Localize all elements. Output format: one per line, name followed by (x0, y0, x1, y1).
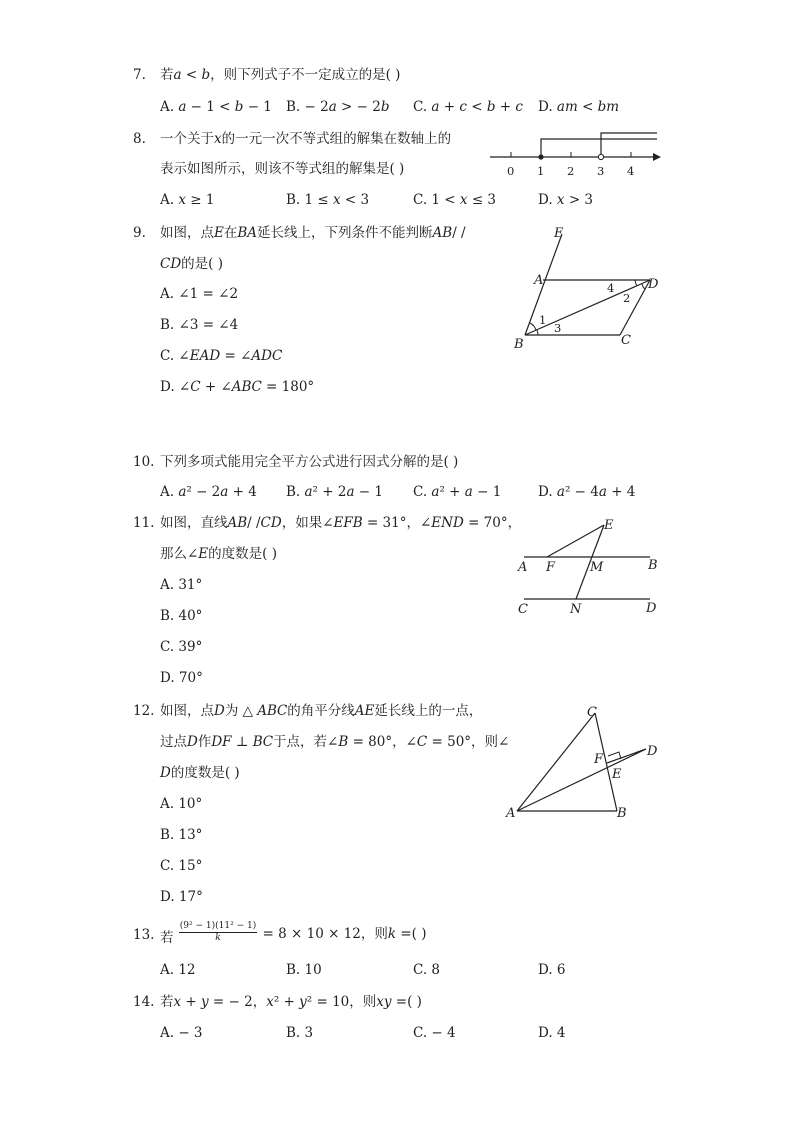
label-a: A (506, 806, 516, 821)
question-8-option-c: C. 1 < 𝑥 ≤ 3 (413, 192, 497, 208)
angle-label-3: 3 (554, 321, 562, 335)
number-line-label-3: 3 (597, 164, 605, 178)
question-13-option-a: A. 12 (160, 962, 196, 978)
number-line-label-1: 1 (537, 164, 545, 178)
question-9-stem-line-1: 如图，点𝐸在𝐵𝐴延长线上，下列条件不能判断𝐴𝐵/ / (160, 225, 466, 241)
question-10-option-d: D. 𝑎² − 4𝑎 + 4 (538, 484, 636, 500)
question-11-stem-line-1: 如图，直线𝐴𝐵/ /𝐶𝐷，如果∠𝐸𝐹𝐵 = 31°，∠𝐸𝑁𝐷 = 70°， (160, 515, 522, 531)
parallelogram-figure (505, 222, 675, 357)
label-a: A (534, 273, 544, 288)
question-14-option-b: B. 3 (286, 1025, 314, 1041)
question-7-stem: 若𝑎 < 𝑏，则下列式子不一定成立的是( ) (160, 67, 401, 83)
question-12-stem-line-2: 过点𝐷作𝐷𝐹 ⊥ 𝐵𝐶于点，若∠𝐵 = 80°，∠𝐶 = 50°，则∠ (160, 734, 510, 750)
question-13-fraction (179, 921, 257, 944)
question-12-option-c: C. 15° (160, 858, 203, 874)
question-8-stem-line-1: 一个关于𝑥的一元一次不等式组的解集在数轴上的 (160, 131, 452, 147)
question-12-option-b: B. 13° (160, 827, 203, 843)
label-f: F (594, 752, 604, 767)
number-line-label-2: 2 (567, 164, 575, 178)
triangle-figure (500, 700, 670, 825)
question-9-number: 9. (133, 225, 146, 241)
question-8-option-d: D. 𝑥 > 3 (538, 192, 594, 208)
label-d: D (646, 601, 657, 616)
question-10-option-b: B. 𝑎² + 2𝑎 − 1 (286, 484, 383, 500)
question-13-number: 13. (133, 927, 155, 943)
question-12-number: 12. (133, 703, 155, 719)
question-13-option-c: C. 8 (413, 962, 441, 978)
question-10-stem: 下列多项式能用完全平方公式进行因式分解的是( ) (160, 454, 459, 470)
question-7-option-a: A. 𝑎 − 1 < 𝑏 − 1 (160, 99, 272, 115)
question-9-option-a: A. ∠1 = ∠2 (160, 286, 239, 302)
question-8-number: 8. (133, 131, 146, 147)
label-c: C (587, 705, 597, 720)
question-11-option-a: A. 31° (160, 577, 203, 593)
question-9-stem-line-2: 𝐶𝐷的是( ) (160, 256, 223, 272)
question-10-number: 10. (133, 454, 155, 470)
question-7-option-c: C. 𝑎 + 𝑐 < 𝑏 + 𝑐 (413, 99, 523, 115)
question-14-option-a: A. − 3 (160, 1025, 203, 1041)
label-e: E (554, 226, 564, 241)
question-9-option-b: B. ∠3 = ∠4 (160, 317, 239, 333)
label-b: B (648, 558, 658, 573)
label-c: C (518, 602, 528, 617)
question-12-stem-line-3: 𝐷的度数是( ) (160, 765, 240, 781)
label-n: N (570, 602, 582, 617)
angle-label-1: 1 (539, 313, 547, 327)
angle-label-2: 2 (623, 291, 631, 305)
label-f: F (546, 560, 556, 575)
question-11-stem-line-2: 那么∠𝐸的度数是( ) (160, 546, 277, 562)
question-14-option-c: C. − 4 (413, 1025, 456, 1041)
label-b: B (514, 337, 524, 352)
question-9-option-c: C. ∠𝐸𝐴𝐷 = ∠𝐴𝐷𝐶 (160, 348, 283, 364)
question-11-number: 11. (133, 515, 155, 531)
label-c: C (621, 333, 631, 348)
parallel-lines-figure (510, 512, 670, 622)
question-14-stem: 若𝑥 + 𝑦 = − 2，𝑥² + 𝑦² = 10，则𝑥𝑦 =( ) (160, 994, 422, 1010)
question-14-option-d: D. 4 (538, 1025, 566, 1041)
question-8-stem-line-2: 表示如图所示，则该不等式组的解集是( ) (160, 161, 405, 177)
label-d: D (647, 744, 658, 759)
question-13-stem-prefix: 若 (160, 930, 174, 946)
question-13-option-d: D. 6 (538, 962, 566, 978)
label-m: M (590, 560, 604, 575)
question-13-option-b: B. 10 (286, 962, 322, 978)
question-13-stem-suffix: = 8 × 10 × 12，则𝑘 =( ) (262, 926, 427, 942)
question-12-stem-line-1: 如图，点𝐷为 △ 𝐴𝐵𝐶的角平分线𝐴𝐸延长线上的一点， (160, 703, 483, 719)
label-e: E (604, 518, 614, 533)
question-13-stem (160, 920, 426, 944)
question-8-option-b: B. 1 ≤ 𝑥 < 3 (286, 192, 370, 208)
question-12-option-d: D. 17° (160, 889, 203, 905)
number-line-figure (485, 125, 665, 185)
question-7-option-b: B. − 2𝑎 > − 2𝑏 (286, 99, 390, 115)
label-b: B (617, 806, 627, 821)
question-7-option-d: D. 𝑎𝑚 < 𝑏𝑚 (538, 99, 620, 115)
question-9-option-d: D. ∠𝐶 + ∠𝐴𝐵𝐶 = 180° (160, 379, 315, 395)
label-a: A (518, 560, 528, 575)
question-10-option-c: C. 𝑎² + 𝑎 − 1 (413, 484, 502, 500)
question-7-number: 7. (133, 67, 146, 83)
number-line-label-0: 0 (507, 164, 515, 178)
question-8-option-a: A. 𝑥 ≥ 1 (160, 192, 215, 208)
question-14-number: 14. (133, 994, 155, 1010)
question-13-fraction-denominator: 𝑘 (215, 933, 221, 943)
number-line-label-4: 4 (627, 164, 635, 178)
question-11-option-c: C. 39° (160, 639, 203, 655)
question-12-option-a: A. 10° (160, 796, 203, 812)
label-e: E (612, 767, 622, 782)
question-11-option-b: B. 40° (160, 608, 203, 624)
question-10-option-a: A. 𝑎² − 2𝑎 + 4 (160, 484, 257, 500)
question-11-option-d: D. 70° (160, 670, 203, 686)
angle-label-4: 4 (607, 281, 615, 295)
question-13-fraction-numerator: (9² − 1)(11² − 1) (179, 921, 257, 931)
label-d: D (648, 277, 659, 292)
